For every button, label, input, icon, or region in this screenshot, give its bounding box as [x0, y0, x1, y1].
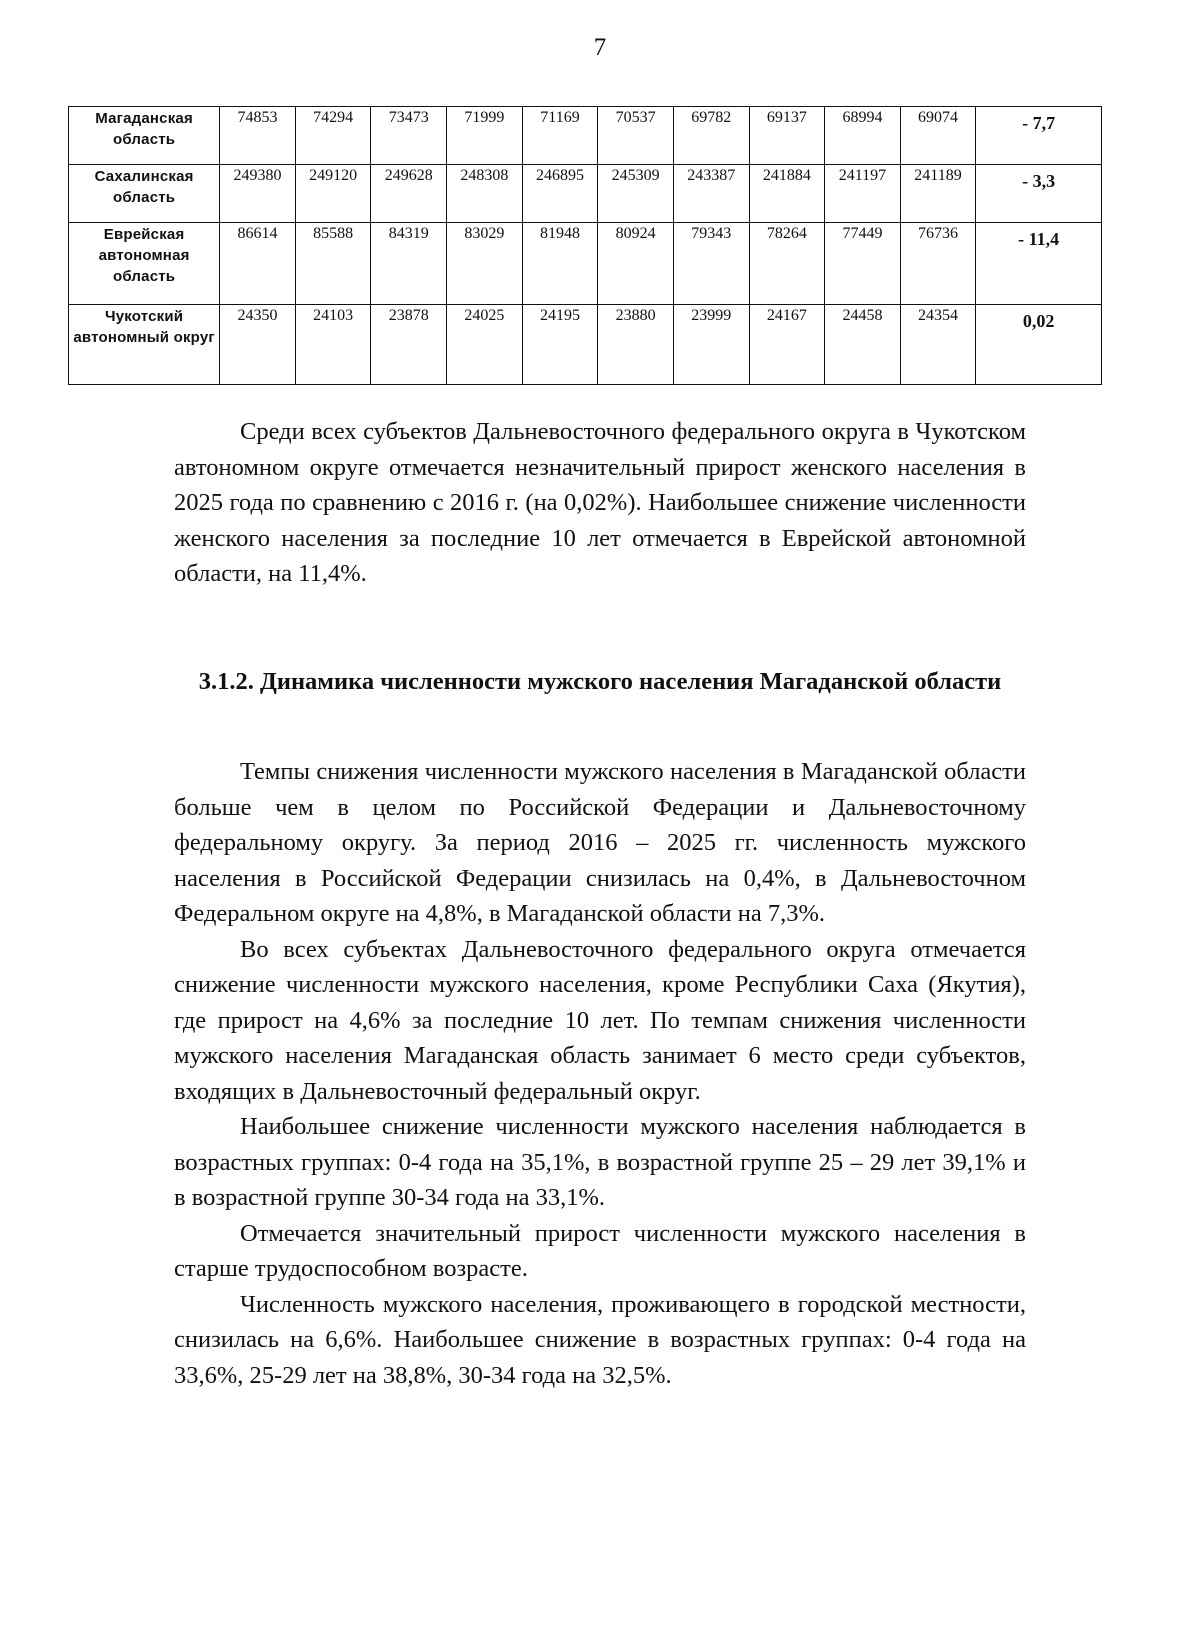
value-cell: 74294 — [295, 107, 371, 165]
change-cell: - 3,3 — [976, 165, 1102, 223]
value-cell: 78264 — [749, 223, 825, 305]
paragraph-female-summary — [174, 414, 1026, 592]
section-body — [174, 754, 1026, 1393]
value-cell: 76736 — [900, 223, 976, 305]
value-cell: 86614 — [220, 223, 296, 305]
value-cell: 24167 — [749, 305, 825, 385]
paragraph: Темпы снижения численности мужского населения в Магаданской области больше чем в целом по Российской Федерации и Дальневосточному федеральному округу. За период 2016 – 2025 гг. численность мужского населения в Российской Федерации снизилась на 0,4%, в Дальневосточном Федеральном округе на 4,8%, в Магаданской области на 7,3%. — [174, 758, 1026, 927]
value-cell: 246895 — [522, 165, 598, 223]
value-cell: 71169 — [522, 107, 598, 165]
value-cell: 80924 — [598, 223, 674, 305]
paragraph: Отмечается значительный прирост численности мужского населения в старше трудоспособном возрасте. — [174, 1219, 1026, 1282]
value-cell: 24025 — [447, 305, 523, 385]
value-cell: 241884 — [749, 165, 825, 223]
value-cell: 23999 — [673, 305, 749, 385]
value-cell: 23878 — [371, 305, 447, 385]
value-cell: 77449 — [825, 223, 901, 305]
section-heading: 3.1.2. Динамика численности мужского населения Магаданской области — [198, 668, 1002, 695]
paragraph: Наибольшее снижение численности мужского населения наблюдается в возрастных группах: 0-4 года на 35,1%, в возрастной группе 25 – 29 лет 39,1% и в возрастной группе 30-34 года на 33,1%. — [174, 1113, 1026, 1211]
paragraph: Во всех субъектах Дальневосточного федерального округа отмечается снижение численности мужского населения, кроме Республики Саха (Якутия), где прирост на 4,6% за последние 10 лет. По темпам снижения численности мужского населения Магаданская область занимает 6 место среди субъектов, входящих в Дальневосточный федеральный округ. — [174, 935, 1026, 1105]
value-cell: 24350 — [220, 305, 296, 385]
table-row — [69, 223, 1102, 305]
value-cell: 241197 — [825, 165, 901, 223]
value-cell: 69782 — [673, 107, 749, 165]
region-cell: Еврейская автономная область — [69, 223, 220, 305]
change-cell: 0,02 — [976, 305, 1102, 385]
value-cell: 249628 — [371, 165, 447, 223]
value-cell: 69074 — [900, 107, 976, 165]
value-cell: 243387 — [673, 165, 749, 223]
value-cell: 70537 — [598, 107, 674, 165]
population-table — [68, 106, 1102, 385]
value-cell: 249120 — [295, 165, 371, 223]
table-row — [69, 107, 1102, 165]
value-cell: 68994 — [825, 107, 901, 165]
value-cell: 249380 — [220, 165, 296, 223]
value-cell: 81948 — [522, 223, 598, 305]
value-cell: 71999 — [447, 107, 523, 165]
region-cell: Сахалинская область — [69, 165, 220, 223]
region-cell: Чукотский автономный округ — [69, 305, 220, 385]
value-cell: 73473 — [371, 107, 447, 165]
value-cell: 24195 — [522, 305, 598, 385]
table-row — [69, 165, 1102, 223]
change-cell: - 7,7 — [976, 107, 1102, 165]
page-number: 7 — [593, 34, 607, 61]
value-cell: 69137 — [749, 107, 825, 165]
value-cell: 79343 — [673, 223, 749, 305]
value-cell: 85588 — [295, 223, 371, 305]
paragraph: Среди всех субъектов Дальневосточного федерального округа в Чукотском автономном округе отмечается незначительный прирост женского населения в 2025 года по сравнению с 2016 г. (на 0,02%). Наибольшее снижение численности женского населения за последние 10 лет отмечается в Еврейской автономной области, на 11,4%. — [174, 418, 1026, 587]
table-row — [69, 305, 1102, 385]
value-cell: 24103 — [295, 305, 371, 385]
region-cell: Магаданская область — [69, 107, 220, 165]
value-cell: 84319 — [371, 223, 447, 305]
value-cell: 241189 — [900, 165, 976, 223]
value-cell: 24458 — [825, 305, 901, 385]
value-cell: 23880 — [598, 305, 674, 385]
paragraph: Численность мужского населения, проживающего в городской местности, снизилась на 6,6%. Наибольшее снижение в возрастных группах: 0-4 года на 33,6%, 25-29 лет на 38,8%, 30-34 года на 32,5%. — [174, 1290, 1026, 1389]
value-cell: 83029 — [447, 223, 523, 305]
change-cell: - 11,4 — [976, 223, 1102, 305]
value-cell: 74853 — [220, 107, 296, 165]
value-cell: 24354 — [900, 305, 976, 385]
value-cell: 248308 — [447, 165, 523, 223]
value-cell: 245309 — [598, 165, 674, 223]
